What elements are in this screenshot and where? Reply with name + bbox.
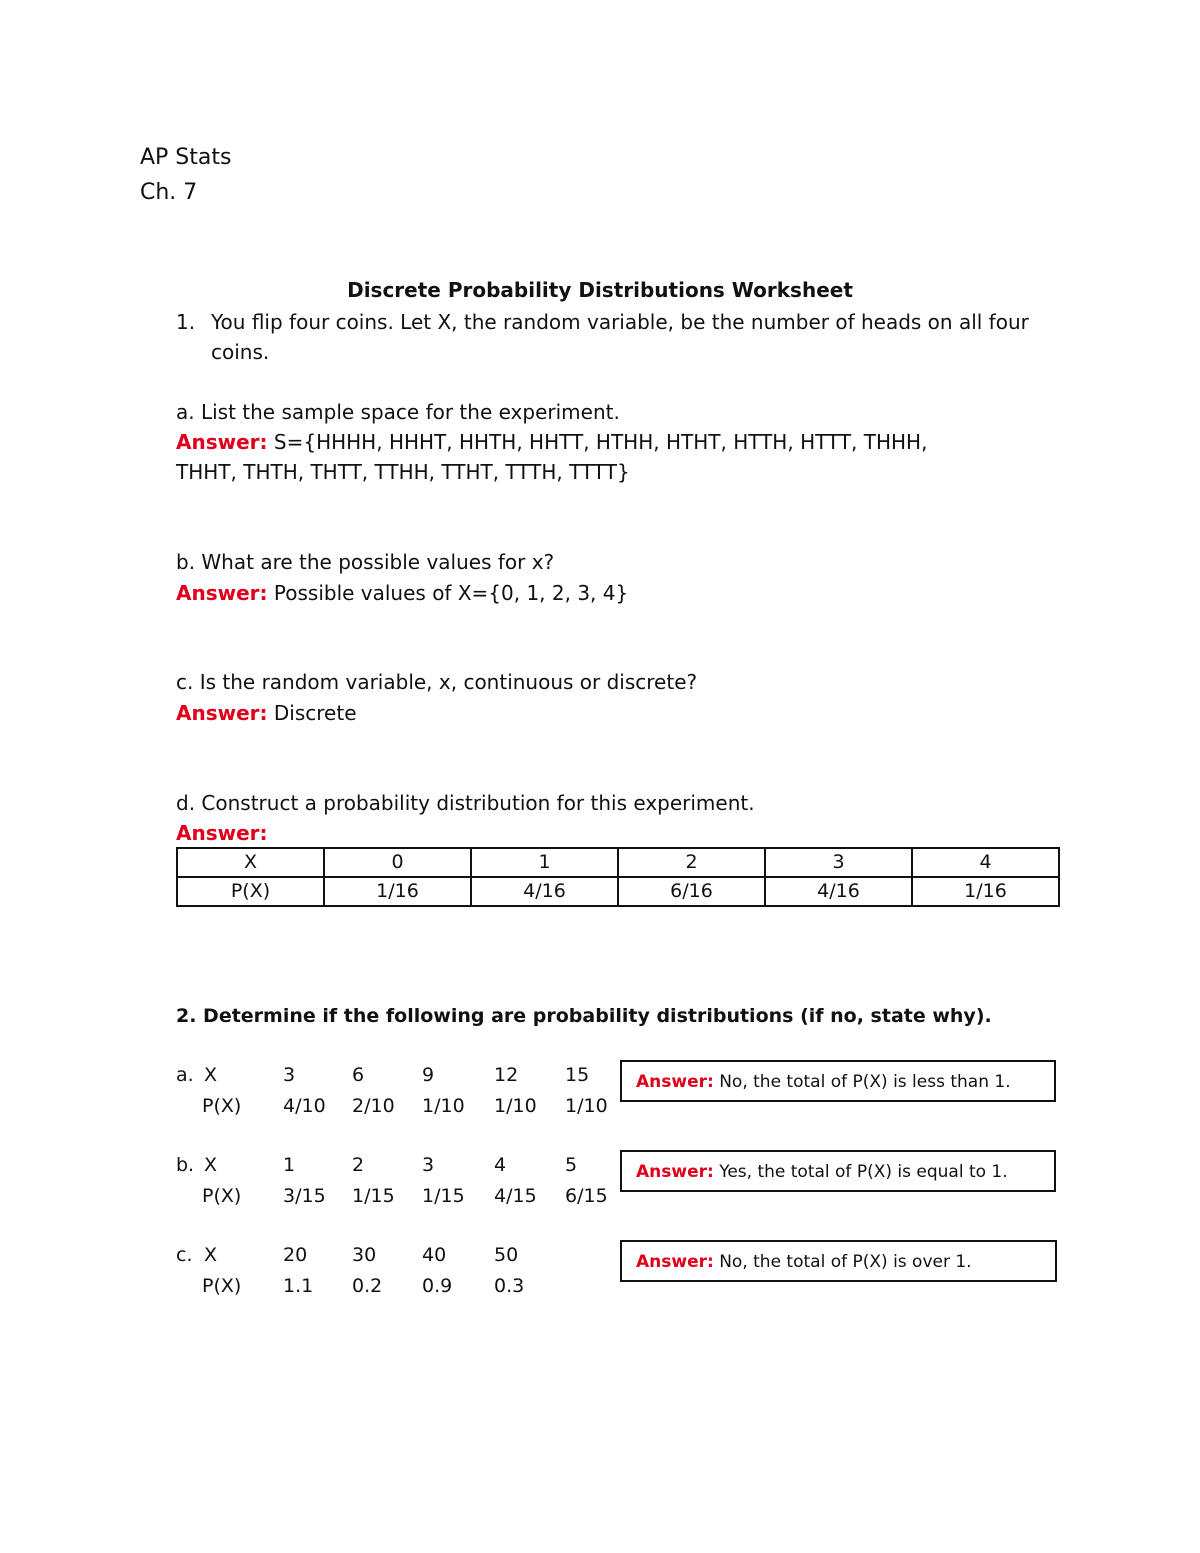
- q1b-answer: [176, 581, 628, 605]
- p-value: 1/10: [565, 1095, 608, 1117]
- chapter-label: Ch. 7: [140, 180, 198, 205]
- table-cell: 2: [618, 848, 765, 877]
- x-value: 6: [352, 1064, 365, 1086]
- q1a-answer-line2: THHT, THTH, THTT, TTHH, TTHT, TTTH, TTTT}: [176, 460, 630, 484]
- item-label: a.: [176, 1064, 194, 1086]
- x-value: 1: [283, 1154, 296, 1176]
- p-value: 0.9: [422, 1275, 453, 1297]
- q2b-answer-text: Yes, the total of P(X) is equal to 1.: [719, 1162, 1008, 1182]
- q1d-answer: [176, 821, 268, 845]
- p-value: 4/10: [283, 1095, 326, 1117]
- p-value: 1/15: [422, 1185, 465, 1207]
- p-value: 1/15: [352, 1185, 395, 1207]
- p-value: 4/15: [494, 1185, 537, 1207]
- x-value: 3: [283, 1064, 296, 1086]
- q1-prompt-line2: coins.: [211, 340, 270, 364]
- table-cell: 4: [912, 848, 1059, 877]
- p-value: 1/10: [494, 1095, 537, 1117]
- p-value: 1/10: [422, 1095, 465, 1117]
- x-label: X: [204, 1154, 218, 1176]
- probability-distribution-table: [176, 847, 1060, 907]
- course-name: AP Stats: [140, 145, 232, 170]
- x-value: 9: [422, 1064, 435, 1086]
- q1d-question: d. Construct a probability distribution for this experiment.: [176, 791, 755, 815]
- x-value: 20: [283, 1244, 308, 1266]
- answer-label: Answer:: [176, 581, 268, 605]
- q2-prompt: 2. Determine if the following are probability distributions (if no, state why).: [176, 1005, 992, 1027]
- table-cell: X: [177, 848, 324, 877]
- table-cell: 3: [765, 848, 912, 877]
- p-value: 3/15: [283, 1185, 326, 1207]
- answer-label: Answer:: [636, 1162, 714, 1182]
- x-label: X: [204, 1244, 218, 1266]
- p-label: P(X): [202, 1185, 242, 1207]
- x-value: 30: [352, 1244, 377, 1266]
- q2c-answer-text: No, the total of P(X) is over 1.: [719, 1252, 972, 1272]
- answer-label: Answer:: [176, 821, 268, 845]
- q1c-answer-text: Discrete: [273, 701, 357, 725]
- p-value: 0.3: [494, 1275, 525, 1297]
- item-label: b.: [176, 1154, 195, 1176]
- q1b-answer-text: Possible values of X={0, 1, 2, 3, 4}: [273, 581, 629, 605]
- x-value: 3: [422, 1154, 435, 1176]
- q1c-question: c. Is the random variable, x, continuous or discrete?: [176, 670, 698, 694]
- x-value: 12: [494, 1064, 519, 1086]
- q1a-question: a. List the sample space for the experiment.: [176, 400, 620, 424]
- table-cell: 6/16: [618, 877, 765, 906]
- item-label: c.: [176, 1244, 193, 1266]
- answer-label: Answer:: [636, 1252, 714, 1272]
- table-cell: 0: [324, 848, 471, 877]
- table-cell: 1/16: [324, 877, 471, 906]
- table-cell: 1: [471, 848, 618, 877]
- q2b-answer-box: [620, 1150, 1056, 1192]
- x-value: 50: [494, 1244, 519, 1266]
- q2c-answer-box: [620, 1240, 1057, 1282]
- x-value: 4: [494, 1154, 507, 1176]
- x-value: 15: [565, 1064, 590, 1086]
- p-label: P(X): [202, 1275, 242, 1297]
- answer-label: Answer:: [176, 430, 268, 454]
- q1a-answer-line1: [176, 430, 927, 454]
- q2a-answer-box: [620, 1060, 1056, 1102]
- q1c-answer: [176, 701, 357, 725]
- worksheet-title: Discrete Probability Distributions Worksheet: [347, 278, 853, 302]
- x-label: X: [204, 1064, 218, 1086]
- p-value: 0.2: [352, 1275, 383, 1297]
- q1a-answer-text: S={HHHH, HHHT, HHTH, HHTT, HTHH, HTHT, HTTH, HTTT, THHH,: [273, 430, 928, 454]
- q1-number: 1.: [176, 310, 196, 334]
- q1-prompt-line1: You flip four coins. Let X, the random variable, be the number of heads on all four: [211, 310, 1029, 334]
- x-value: 5: [565, 1154, 578, 1176]
- p-value: 6/15: [565, 1185, 608, 1207]
- q1b-question: b. What are the possible values for x?: [176, 550, 555, 574]
- x-value: 2: [352, 1154, 365, 1176]
- table-cell: 4/16: [471, 877, 618, 906]
- x-value: 40: [422, 1244, 447, 1266]
- p-value: 2/10: [352, 1095, 395, 1117]
- answer-label: Answer:: [636, 1072, 714, 1092]
- p-value: 1.1: [283, 1275, 314, 1297]
- table-row-px: [177, 877, 1059, 906]
- table-cell: 1/16: [912, 877, 1059, 906]
- q2a-answer-text: No, the total of P(X) is less than 1.: [719, 1072, 1011, 1092]
- table-cell: 4/16: [765, 877, 912, 906]
- table-row-x: [177, 848, 1059, 877]
- answer-label: Answer:: [176, 701, 268, 725]
- table-cell: P(X): [177, 877, 324, 906]
- p-label: P(X): [202, 1095, 242, 1117]
